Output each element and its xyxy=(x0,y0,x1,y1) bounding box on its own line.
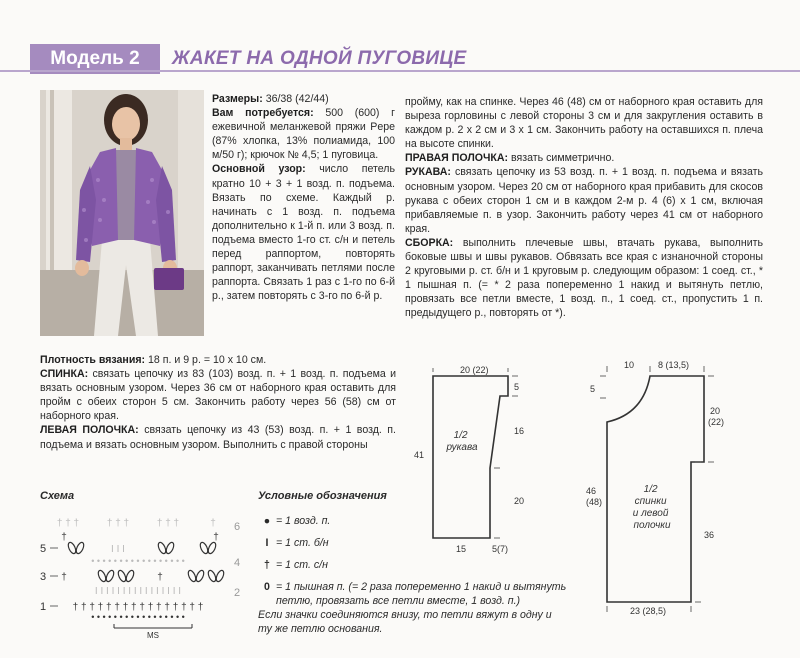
row-number-right: 2 xyxy=(234,587,241,599)
right-front-value: вязать симметрично. xyxy=(511,152,615,165)
sleeve-bottom-extra: 5(7) xyxy=(492,544,509,554)
sizes-label: Размеры: xyxy=(212,93,263,105)
legend-row xyxy=(258,580,566,594)
sleeve-cap-height: 5 xyxy=(514,382,520,392)
left-front-label: ЛЕВАЯ ПОЛОЧКА: xyxy=(40,424,139,437)
density-label: Плотность вязания: xyxy=(40,354,146,366)
density-value: 18 п. и 9 р. = 10 х 10 см. xyxy=(148,354,267,366)
back-label: СПИНКА: xyxy=(40,368,89,381)
legend-text: петлю, провязать все петли вместе, 1 возд. п.) xyxy=(276,595,521,607)
puff-stitch-icon: 0 xyxy=(264,581,270,593)
sizes-line xyxy=(212,92,395,106)
sleeves-value: связать цепочку из 53 возд. п. + 1 возд. п. подъема и вязать основным узором. Через 20 см от наборного края прибавить для скосов рукава с обеих сторон 1 см и в каждом 2-м р. 4 (6) х 1 см, включая прибавляемые п. в узор. Закончить работу через 41 см от наборного края. xyxy=(405,166,763,235)
svg-text:†: † xyxy=(61,572,67,583)
sleeves-label: РУКАВА: xyxy=(405,166,451,179)
body-neck-width: 10 xyxy=(624,360,635,370)
materials-value: 500 (600) г ежевичной меланжевой пряжи Pepe (87% хлопка, 13% полиамида, 100 м/50 г); крючок № 4,5; 1 пуговица. xyxy=(212,107,395,162)
legend-text: = 1 пышная п. (= 2 раза попеременно 1 накид и вытянуть xyxy=(276,581,567,593)
svg-text:† † † † † † † † † † † † † † †: † † † † † † † † † † † † † † † † xyxy=(72,602,204,613)
legend-row xyxy=(258,536,329,550)
sleeve-outline xyxy=(433,376,508,538)
row-number-left: 5 xyxy=(40,543,47,555)
body-side-height: 36 xyxy=(704,530,715,540)
continuation-text: пройму, как на спинке. Через 46 (48) см от наборного края оставить для выреза горловины с левой стороны 3 см и для закругления оставить в каждом р. 2 х 2 см и 3 х 1 см. Закончить работу на оставшихся п. плеча на высоте спинки. xyxy=(405,96,763,151)
sleeve-diagram xyxy=(408,362,548,562)
row-number-left: 1 xyxy=(40,601,47,613)
schema-title: Схема xyxy=(40,490,75,502)
sleeve-bottom-width: 15 xyxy=(456,544,467,554)
legend-text: = 1 ст. б/н xyxy=(276,537,329,549)
legend-text: Если значки соединяются внизу, то петли вяжут в одну и xyxy=(258,609,552,621)
right-front-label: ПРАВАЯ ПОЛОЧКА: xyxy=(405,152,509,165)
single-crochet-icon: I xyxy=(265,537,269,549)
svg-text:I I I: I I I xyxy=(111,544,125,555)
svg-text:†: † xyxy=(213,532,219,543)
page-title: ЖАКЕТ НА ОДНОЙ ПУГОВИЦЕ xyxy=(172,48,467,69)
svg-text:I I I I I I I I I I I I I I I: I I I I I I I I I I I I I I I I xyxy=(94,586,182,597)
row-number-left: 3 xyxy=(40,571,47,583)
svg-text:• • • • • • • • • • • • • • •: • • • • • • • • • • • • • • • • • xyxy=(91,556,185,566)
pattern-label: Основной узор: xyxy=(212,163,306,176)
model-photo xyxy=(40,90,204,336)
body-armhole-height-extra: (22) xyxy=(708,417,725,427)
svg-text:†: † xyxy=(61,532,67,543)
legend-text: = 1 ст. с/н xyxy=(276,559,328,571)
legend-row xyxy=(258,558,328,572)
sleeve-total-height: 41 xyxy=(414,450,425,460)
left-front-section xyxy=(40,423,396,451)
sleeves-section xyxy=(405,165,763,235)
body-label-line: полочки xyxy=(633,520,671,531)
model-badge: Модель 2 xyxy=(30,44,160,74)
body-bottom-width: 23 (28,5) xyxy=(630,606,667,616)
title-divider xyxy=(0,70,800,72)
body-diagram xyxy=(584,356,744,616)
assembly-label: СБОРКА: xyxy=(405,236,454,249)
sizes-value: 36/38 (42/44) xyxy=(265,93,329,105)
legend-text: ту же петлю основания. xyxy=(258,623,383,635)
row-number-right: 4 xyxy=(234,557,241,569)
chain-stitch-icon: ● xyxy=(263,515,271,527)
stitch-chart xyxy=(38,512,258,642)
body-front-height-extra: (48) xyxy=(586,497,603,507)
svg-text:† † †: † † † xyxy=(156,518,180,529)
assembly-section xyxy=(405,236,763,321)
body-front-height: 46 xyxy=(586,486,597,496)
row-number-right: 6 xyxy=(234,521,241,533)
svg-text:† † †: † † † xyxy=(106,518,130,529)
materials-label: Вам потребуется: xyxy=(212,107,314,120)
right-instructions xyxy=(405,95,763,321)
sleeve-label-line: рукава xyxy=(446,442,478,453)
left-front-value: связать цепочку из 43 (53) возд. п. + 1 возд. п. подъема и вязать основным узором. Выполнить с правой стороны xyxy=(40,424,396,451)
legend-row xyxy=(258,514,330,528)
double-crochet-icon: † xyxy=(264,559,270,571)
sleeve-label xyxy=(445,430,478,453)
body-neck-depth: 5 xyxy=(590,384,596,394)
sleeve-slope-height: 16 xyxy=(514,426,525,436)
svg-text:†: † xyxy=(210,518,216,529)
rapport-label: MS xyxy=(147,631,159,640)
body-label-line: и левой xyxy=(632,508,669,519)
back-value: связать цепочку из 83 (103) возд. п. + 1 возд. п. подъема и вязать основным узором. Через 36 см от наборного края оставить для пройм с обеих сторон 5 см. Закончить работу через 56 (58) см от наборного края. xyxy=(40,368,396,423)
pattern-value: число петель кратно 10 + 3 + 1 возд. п. подъема. Вязать по схеме. Каждый р. начинать с 1 возд. п. подъема дополнительно к 1-й п. или 3 возд. п. подъема вместо 1-го ст. с/н и петель перед раппортом, повторять раппорт, заканчивать петлями после раппорта. Связать 1 раз с 1-го по 6-й р., затем повторять с 3-го по 6-й р. xyxy=(212,163,395,303)
photo-illustration xyxy=(40,90,204,336)
svg-text:• • • • • • • • • • • • • • •: • • • • • • • • • • • • • • • • • xyxy=(91,612,185,622)
left-instructions xyxy=(40,353,396,452)
svg-text:† † †: † † † xyxy=(56,518,80,529)
legend-title: Условные обозначения xyxy=(258,490,387,502)
sleeve-top-width: 20 (22) xyxy=(460,365,489,375)
right-front-section xyxy=(405,151,763,165)
puff-stitches-row-5 xyxy=(67,541,218,554)
svg-text:†: † xyxy=(157,572,163,583)
materials-line xyxy=(212,106,395,162)
body-shoulder-width: 8 (13,5) xyxy=(658,360,690,370)
body-label-line: 1/2 xyxy=(643,484,658,495)
intro-block xyxy=(212,92,395,303)
legend-text: = 1 возд. п. xyxy=(276,515,331,527)
pattern-line xyxy=(212,162,395,303)
body-armhole-height: 20 xyxy=(710,406,721,416)
body-label xyxy=(633,484,671,531)
sleeve-label-line: 1/2 xyxy=(453,430,468,441)
body-label-line: спинки xyxy=(634,496,667,507)
sleeve-lower-height: 20 xyxy=(514,496,525,506)
density-line xyxy=(40,353,396,367)
back-section xyxy=(40,367,396,423)
assembly-value: выполнить плечевые швы, втачать рукава, выполнить боковые швы и швы рукавов. Обвязать все края с изнаночной стороны 2 круговыми р. ст. б/н и 1 круговым р. следующим образом: 1 соед. ст., * 1 пышная п. (= * 2 раза попеременно 1 накид и вытянуть петлю, провязать все петли вместе, 1 возд. п., 1 соед. ст., пропустить 1 п. предыдущего р., повторять от *). xyxy=(405,236,763,320)
